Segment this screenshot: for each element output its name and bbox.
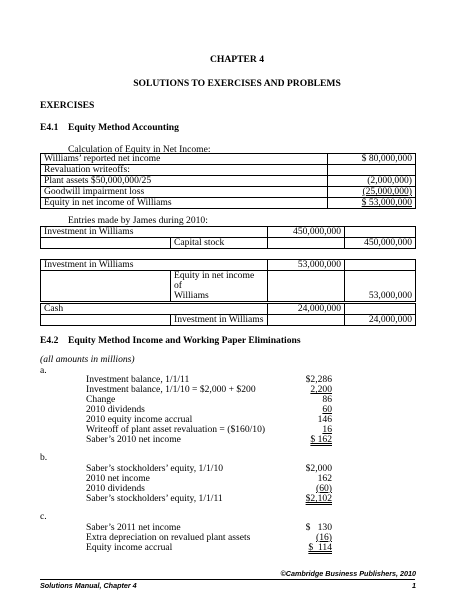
list-item-value: $ 114 — [308, 542, 332, 553]
page-number: 1 — [412, 581, 416, 590]
calc-label: Williams’ reported net income — [41, 154, 328, 165]
list-item-label: 2010 dividends — [86, 483, 145, 494]
list-item-label: Change — [86, 394, 116, 405]
e41-heading: E4.1 Equity Method Accounting — [40, 122, 179, 133]
list-item-label: Saber’s 2010 net income — [86, 434, 181, 445]
debit-amount: 24,000,000 — [268, 304, 345, 315]
e42-heading: E4.2 Equity Method Income and Working Paper Eliminations — [40, 335, 301, 346]
list-item-value: 16 — [322, 424, 332, 435]
calc-value: $ 80,000,000 — [328, 154, 416, 165]
section-subtitle: SOLUTIONS TO EXERCISES AND PROBLEMS — [133, 78, 341, 89]
calc-label: Goodwill impairment loss — [41, 187, 328, 198]
credit-amount: 450,000,000 — [345, 238, 416, 249]
list-item-label: Extra depreciation on revalued plant assets — [86, 532, 251, 543]
equity-calc-table — [40, 153, 416, 209]
table-row — [41, 227, 416, 238]
calc-label: Plant assets $50,000,000/25 — [41, 176, 328, 187]
credit-account — [171, 271, 268, 302]
table-row — [41, 165, 416, 176]
journal-entry-2 — [40, 259, 416, 302]
list-item-value: 162 — [317, 473, 332, 484]
list-item-value: $2,000 — [305, 463, 332, 474]
calc-value — [328, 165, 416, 176]
debit-account: Cash — [41, 304, 268, 315]
part-a-letter: a. — [40, 365, 47, 376]
list-item-label: 2010 net income — [86, 473, 150, 484]
chapter-title: CHAPTER 4 — [209, 54, 265, 65]
list-item-label: Saber’s stockholders’ equity, 1/1/11 — [86, 493, 223, 504]
calc-value: $ 53,000,000 — [328, 198, 416, 209]
journal-entry-3 — [40, 303, 416, 326]
list-item-label: Writeoff of plant asset revaluation = ($160/10) — [86, 424, 266, 435]
exercises-heading: EXERCISES — [40, 100, 95, 111]
credit-line-1: Equity in net income of — [174, 270, 255, 291]
calc-value: (25,000,000) — [328, 187, 416, 198]
debit-account: Investment in Williams — [41, 227, 268, 238]
table-row — [41, 315, 416, 326]
list-item-value: $2,286 — [305, 374, 332, 385]
table-row — [41, 154, 416, 165]
part-b-letter: b. — [40, 452, 48, 463]
list-item-value: $2,102 — [305, 493, 332, 504]
footer-copyright: ©Cambridge Business Publishers, 2010 — [280, 569, 416, 578]
calc-title: Calculation of Equity in Net Income: — [68, 144, 211, 155]
amounts-note: (all amounts in millions) — [40, 354, 135, 365]
list-item-value: (60) — [316, 483, 332, 494]
debit-amount: 450,000,000 — [268, 227, 345, 238]
list-item-label: 2010 dividends — [86, 404, 145, 415]
list-item-value: 146 — [317, 414, 332, 425]
list-item-label: Saber’s 2011 net income — [86, 522, 181, 533]
list-item-label: Saber’s stockholders’ equity, 1/1/10 — [86, 463, 224, 474]
list-item-value: $ 130 — [305, 522, 332, 533]
entries-title: Entries made by James during 2010: — [68, 215, 208, 226]
table-row — [41, 271, 416, 302]
debit-amount: 53,000,000 — [268, 260, 345, 271]
list-item-label: 2010 equity income accrual — [86, 414, 193, 425]
calc-value: (2,000,000) — [328, 176, 416, 187]
journal-entry-1 — [40, 226, 416, 249]
list-item-label: Investment balance, 1/1/11 — [86, 374, 190, 385]
part-c-letter: c. — [40, 511, 47, 522]
debit-account: Investment in Williams — [41, 260, 268, 271]
list-item-label: Investment balance, 1/1/10 = $2,000 + $200 — [86, 384, 256, 395]
credit-amount: 24,000,000 — [345, 315, 416, 326]
calc-label: Equity in net income of Williams — [41, 198, 328, 209]
table-row — [41, 260, 416, 271]
calc-label: Revaluation writeoffs: — [41, 165, 328, 176]
table-row — [41, 304, 416, 315]
list-item-value: 2,200 — [310, 384, 332, 395]
table-row — [41, 176, 416, 187]
table-row — [41, 238, 416, 249]
list-item-value: 60 — [322, 404, 332, 415]
list-item-value: 86 — [322, 394, 332, 405]
credit-account: Capital stock — [171, 238, 268, 249]
list-item-label: Equity income accrual — [86, 542, 173, 553]
credit-amount: 53,000,000 — [345, 271, 416, 302]
table-row — [41, 198, 416, 209]
credit-account: Investment in Williams — [171, 315, 268, 326]
credit-line-2: Williams — [174, 290, 209, 301]
list-item-value: (16) — [316, 532, 332, 543]
footer-left: Solutions Manual, Chapter 4 — [40, 581, 137, 590]
footer-rule — [40, 579, 415, 580]
list-item-value: $ 162 — [310, 434, 332, 445]
table-row — [41, 187, 416, 198]
